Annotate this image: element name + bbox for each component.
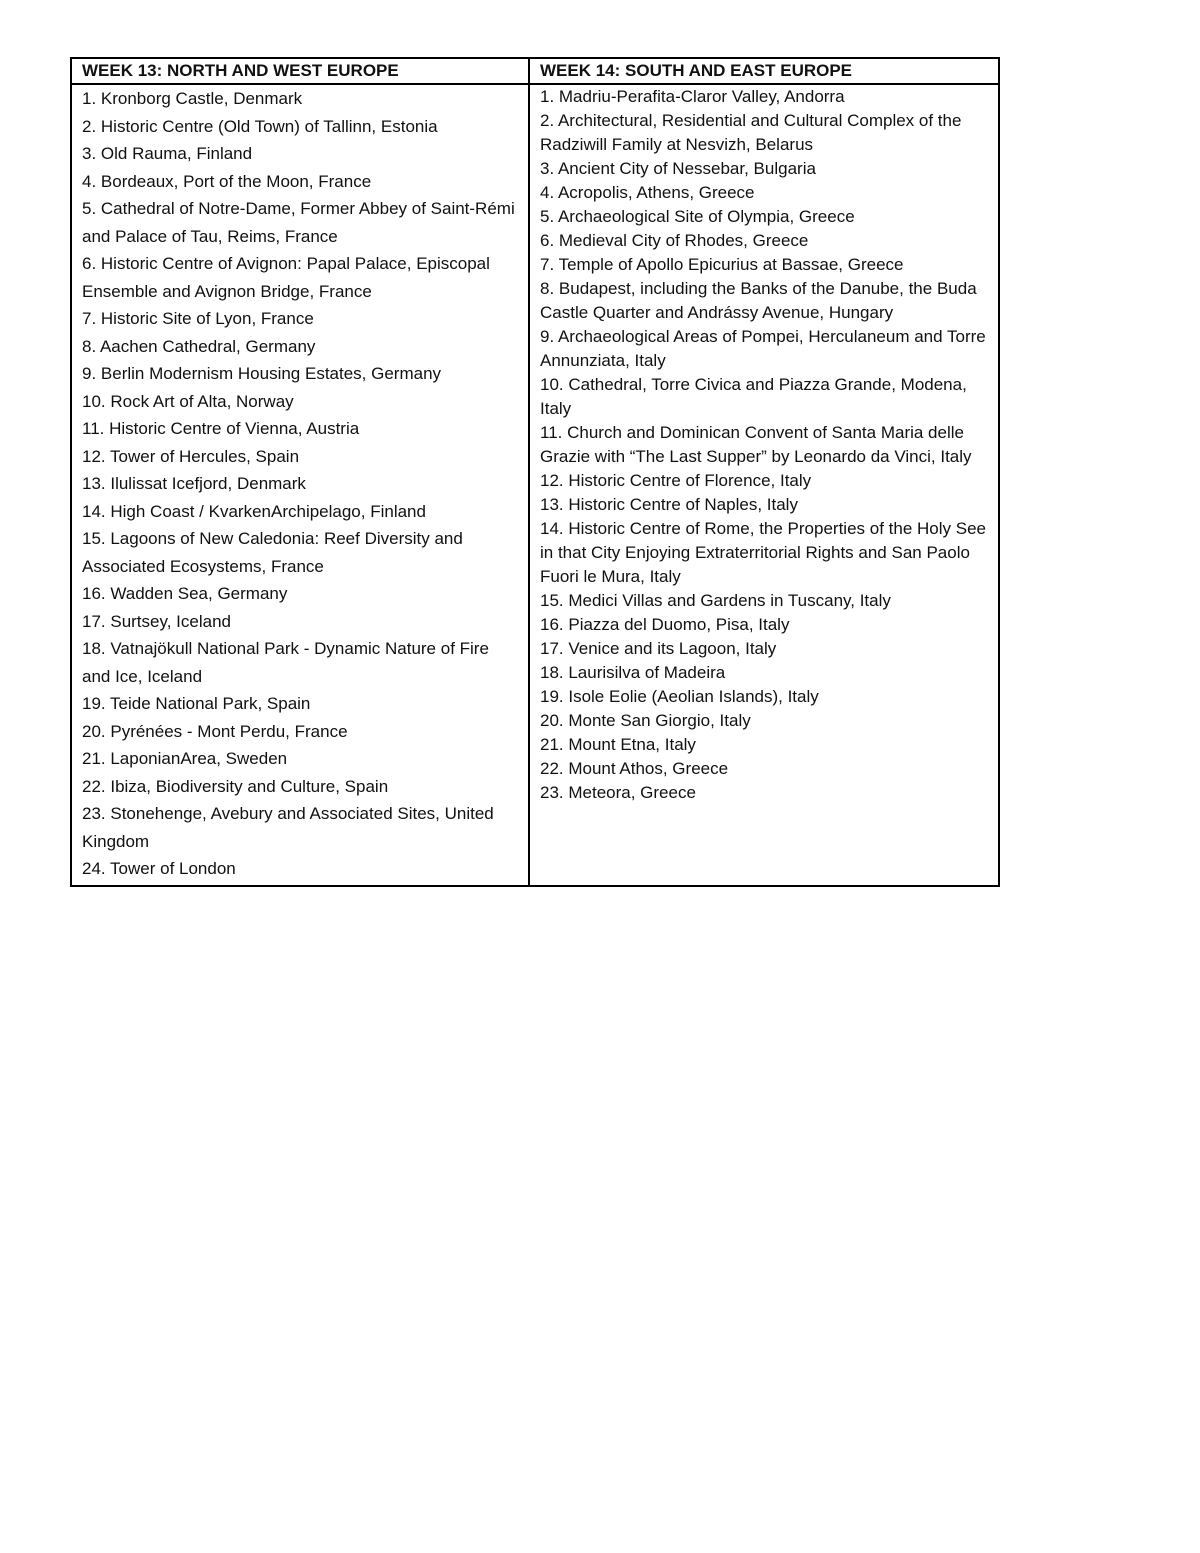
- list-item: 18. Vatnajökull National Park - Dynamic Nature of Fire and Ice, Iceland: [82, 639, 489, 686]
- list-item: 12. Tower of Hercules, Spain: [82, 446, 300, 466]
- week-14-header: WEEK 14: SOUTH AND EAST EUROPE: [529, 58, 999, 84]
- list-item: 13. Historic Centre of Naples, Italy: [540, 495, 798, 514]
- list-item: 1. Kronborg Castle, Denmark: [82, 89, 303, 108]
- list-item: 23. Meteora, Greece: [540, 783, 696, 802]
- table-body-row: [71, 84, 999, 886]
- list-item: 2. Architectural, Residential and Cultural Complex of the Radziwill Family at Nesvizh, Belarus: [540, 111, 962, 154]
- list-item: 5. Cathedral of Notre-Dame, Former Abbey of Saint-Rémi and Palace of Tau, Reims, France: [82, 199, 515, 246]
- list-item: 8. Aachen Cathedral, Germany: [82, 336, 316, 356]
- list-item: 23. Stonehenge, Avebury and Associated Sites, United Kingdom: [82, 804, 494, 851]
- week-14-cell: [529, 84, 999, 886]
- list-item: 21. LaponianArea, Sweden: [82, 749, 288, 768]
- list-item: 11. Historic Centre of Vienna, Austria: [82, 419, 360, 438]
- list-item: 17. Surtsey, Iceland: [82, 611, 231, 631]
- list-item: 20. Monte San Giorgio, Italy: [540, 711, 751, 730]
- list-item: 19. Isole Eolie (Aeolian Islands), Italy: [540, 687, 819, 706]
- list-item: 6. Medieval City of Rhodes, Greece: [540, 231, 809, 250]
- list-item: 21. Mount Etna, Italy: [540, 735, 696, 754]
- week-14-site-list: [540, 85, 990, 805]
- list-item: 8. Budapest, including the Banks of the Danube, the Buda Castle Quarter and Andrássy Avenue, Hungary: [540, 279, 977, 322]
- list-item: 15. Medici Villas and Gardens in Tuscany, Italy: [540, 591, 891, 610]
- list-item: 11. Church and Dominican Convent of Santa Maria delle Grazie with “The Last Supper” by Leonardo da Vinci, Italy: [540, 423, 972, 466]
- list-item: 17. Venice and its Lagoon, Italy: [540, 639, 777, 658]
- list-item: 15. Lagoons of New Caledonia: Reef Diversity and Associated Ecosystems, France: [82, 529, 463, 576]
- list-item: 6. Historic Centre of Avignon: Papal Palace, Episcopal Ensemble and Avignon Bridge, France: [82, 254, 490, 301]
- list-item: 14. Historic Centre of Rome, the Properties of the Holy See in that City Enjoying Extraterritorial Rights and San Paolo Fuori le Mura, Italy: [540, 519, 986, 586]
- list-item: 5. Archaeological Site of Olympia, Greece: [540, 207, 855, 226]
- list-item: 2. Historic Centre (Old Town) of Tallinn, Estonia: [82, 116, 438, 136]
- list-item: 16. Piazza del Duomo, Pisa, Italy: [540, 615, 790, 634]
- week-13-site-list: [82, 85, 520, 883]
- list-item: 7. Temple of Apollo Epicurius at Bassae, Greece: [540, 255, 904, 274]
- list-item: 22. Mount Athos, Greece: [540, 759, 729, 778]
- list-item: 13. Ilulissat Icefjord, Denmark: [82, 474, 306, 493]
- heritage-sites-table: [70, 57, 1000, 887]
- list-item: 19. Teide National Park, Spain: [82, 694, 311, 713]
- list-item: 7. Historic Site of Lyon, France: [82, 309, 314, 328]
- list-item: 12. Historic Centre of Florence, Italy: [540, 471, 812, 490]
- list-item: 10. Cathedral, Torre Civica and Piazza Grande, Modena, Italy: [540, 375, 967, 418]
- week-13-cell: [71, 84, 529, 886]
- list-item: 18. Laurisilva of Madeira: [540, 663, 726, 682]
- list-item: 14. High Coast / KvarkenArchipelago, Finland: [82, 501, 426, 521]
- list-item: 4. Bordeaux, Port of the Moon, France: [82, 171, 372, 191]
- table-header-row: [71, 58, 999, 84]
- week-13-header: WEEK 13: NORTH AND WEST EUROPE: [71, 58, 529, 84]
- list-item: 10. Rock Art of Alta, Norway: [82, 391, 294, 411]
- list-item: 3. Old Rauma, Finland: [82, 144, 253, 163]
- list-item: 16. Wadden Sea, Germany: [82, 584, 288, 603]
- list-item: 24. Tower of London: [82, 859, 236, 878]
- list-item: 1. Madriu-Perafita-Claror Valley, Andorra: [540, 87, 845, 106]
- list-item: 22. Ibiza, Biodiversity and Culture, Spain: [82, 776, 389, 796]
- list-item: 9. Berlin Modernism Housing Estates, Germany: [82, 364, 442, 383]
- list-item: 3. Ancient City of Nessebar, Bulgaria: [540, 159, 816, 178]
- list-item: 4. Acropolis, Athens, Greece: [540, 183, 755, 202]
- list-item: 9. Archaeological Areas of Pompei, Herculaneum and Torre Annunziata, Italy: [540, 327, 986, 370]
- list-item: 20. Pyrénées - Mont Perdu, France: [82, 721, 348, 741]
